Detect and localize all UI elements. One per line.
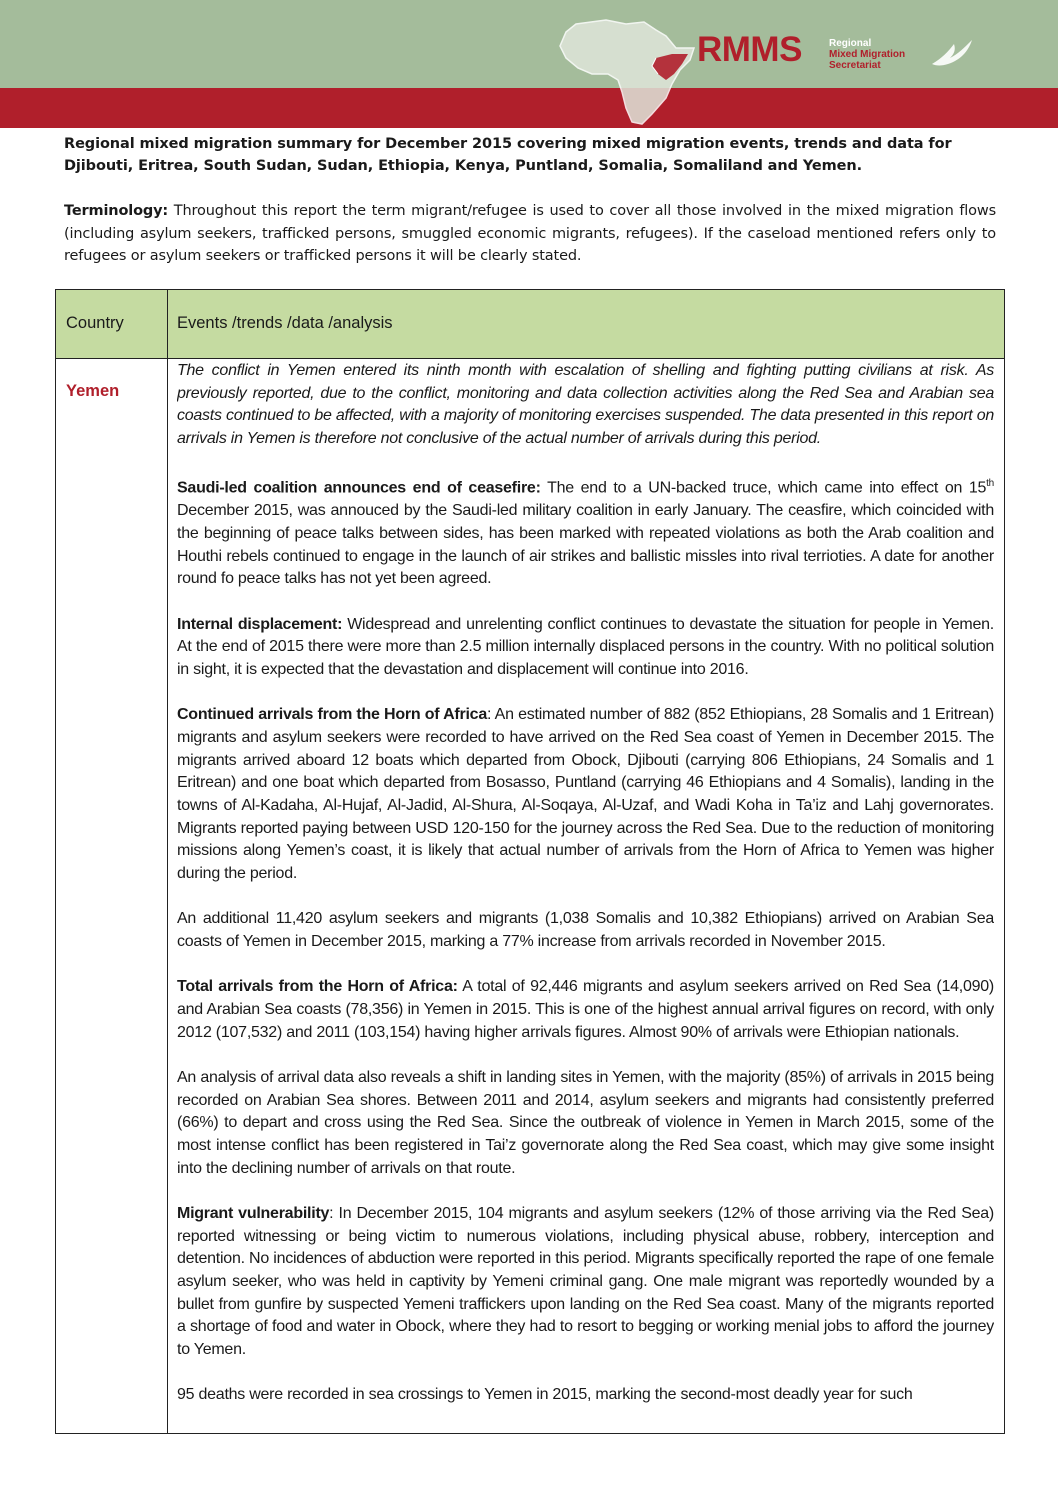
text-internal-displacement: Widespread and unrelenting conflict continues to devastate the situation for people in Yemen. At the end of 2015 there were more than 2.5 million internally displaced persons in the country. With no political solution in sight, it is expected that the devastation and displacement will continue into 2016.	[177, 615, 994, 679]
report-summary-intro: Regional mixed migration summary for December 2015 covering mixed migration events, trends and data for Djibouti, Eritrea, South Sudan, Sudan, Ethiopia, Kenya, Puntland, Somalia, Somaliland and Yemen.	[64, 136, 952, 174]
heading-migrant-vulnerability: Migrant vulnerability	[177, 1204, 330, 1222]
africa-map-icon	[548, 18, 708, 126]
text-total-arrivals: A total of 92,446 migrants and asylum seekers arrived on Red Sea (14,090) and Arabian Sea coasts (78,356) in Yemen in 2015. This is one of the highest annual arrival figures on record, with only 2012 (107,532) and 2011 (103,154) having higher arrivals figures. Almost 90% of arrivals were Ethiopian nationals.	[177, 978, 994, 1041]
terminology-text: Throughout this report the term migrant/refugee is used to cover all those involved in the mixed migration flows (including asylum seekers, trafficked persons, smuggled economic migrants, refugees). If the caseload mentioned refers only to refugees or asylum seekers or trafficked persons it will be clearly stated.	[64, 203, 996, 264]
logo-line-regional: Regional	[829, 38, 872, 49]
bird-icon	[928, 36, 974, 70]
paragraph-continued-arrivals	[177, 704, 994, 886]
paragraph-internal-displacement	[177, 614, 994, 682]
paragraph-migrant-vulnerability	[177, 1203, 994, 1362]
header-red-band	[0, 88, 1058, 128]
summary-table	[55, 289, 1005, 1434]
events-cell	[177, 360, 994, 1433]
text-continued-arrivals: : An estimated number of 882 (852 Ethiopians, 28 Somalis and 1 Eritrean) migrants and asylum seekers were recorded to have arrived on the Red Sea coast of Yemen in December 2015. The migrants arrived aboard 12 boats which departed from Obock, Djibouti (carrying 806 Ethiopians, 24 Somalis and 1 Eritrean) and one boat which departed from Bosasso, Puntland (carrying 46 Ethiopians and 4 Somalis), landing in the towns of Al-Kadaha, Al-Hujaf, Al-Jadid, Al-Shura, Al-Soqaya, Al-Uzaf, and Wadi Koha in Ta’iz and Lahj governorates. Migrants reported paying between USD 120-150 for the journey across the Red Sea. Due to the reduction of monitoring missions along Yemen’s coast, it is likely that actual number of arrivals from the Horn of Africa to Yemen was higher during the period.	[177, 706, 994, 883]
column-header-events: Events /trends /data /analysis	[177, 314, 393, 332]
logo-subtitle	[829, 38, 905, 71]
logo-line-secretariat: Secretariat	[829, 60, 881, 71]
terminology-paragraph	[64, 200, 996, 268]
column-divider	[167, 290, 168, 1433]
paragraph-conflict-overview: The conflict in Yemen entered its ninth month with escalation of shelling and fighting putting civilians at risk. As previously reported, due to the conflict, monitoring and data collection activities along the Red Sea and Arabian sea coasts continued to be affected, with a majority of monitoring exercises suspended. The data presented in this report on arrivals in Yemen is therefore not conclusive of the actual number of arrivals during this period.	[177, 362, 994, 448]
paragraph-total-arrivals	[177, 976, 994, 1044]
paragraph-deaths: 95 deaths were recorded in sea crossings to Yemen in 2015, marking the second-most deadly year for such	[177, 1386, 913, 1404]
terminology-label: Terminology:	[64, 203, 169, 219]
heading-continued-arrivals: Continued arrivals from the Horn of Africa	[177, 706, 487, 724]
paragraph-additional-arrivals: An additional 11,420 asylum seekers and migrants (1,038 Somalis and 10,382 Ethiopians) arrived on Arabian Sea coasts of Yemen in December 2015, marking a 77% increase from arrivals recorded in November 2015.	[177, 910, 994, 951]
heading-internal-displacement: Internal displacement:	[177, 615, 343, 633]
paragraph-ceasefire	[177, 473, 994, 591]
heading-ceasefire: Saudi-led coalition announces end of ceasefire:	[177, 479, 541, 497]
text-migrant-vulnerability: : In December 2015, 104 migrants and asylum seekers (12% of those arriving via the Red Sea) reported witnessing or being victim to numerous violations, including physical abuse, robbery, interception and detention. No incidences of abduction were reported in this period. Migrants specifically reported the rape of one female asylum seeker, who was held in captivity by Yemeni criminal gang. One male migrant was reportedly wounded by a bullet from gunfire by suspected Yemeni traffickers upon landing on the Red Sea coast. Many of the migrants reported a shortage of food and water in Obock, where they had to resort to begging or working menial jobs to afford the journey to Yemen.	[177, 1204, 994, 1359]
paragraph-landing-site-analysis: An analysis of arrival data also reveals a shift in landing sites in Yemen, with the majority (85%) of arrivals in 2015 being recorded on Arabian Sea shores. Between 2011 and 2014, asylum seekers and migrants had consistently preferred (66%) to depart and cross using the Red Sea. Since the outbreak of violence in Yemen in March 2015, some of the most intense conflict has been registered in Tai’z governorate along the Red Sea coast, which may give some insight into the declining number of arrivals on that route.	[177, 1068, 994, 1177]
text-ceasefire-a: The end to a UN-backed truce, which came into effect on 15	[540, 479, 987, 497]
heading-total-arrivals: Total arrivals from the Horn of Africa:	[177, 978, 458, 996]
country-cell-yemen: Yemen	[66, 382, 120, 400]
superscript-th: th	[986, 478, 994, 490]
text-ceasefire-b: December 2015, was annouced by the Saudi-led military coalition in early January. The ceasfire, which coincided with the beginning of peace talks between sides, has been marked with repeated violations as both the Arab coalition and Houthi rebels continued to engage in the launch of air strikes and ballistic missles into rival terrioties. A date for another round fo peace talks has not yet been agreed.	[177, 502, 994, 588]
logo-rmms: RMMS	[697, 30, 802, 69]
column-header-country: Country	[66, 314, 124, 332]
logo-line-mixed-migration: Mixed Migration	[829, 49, 906, 60]
